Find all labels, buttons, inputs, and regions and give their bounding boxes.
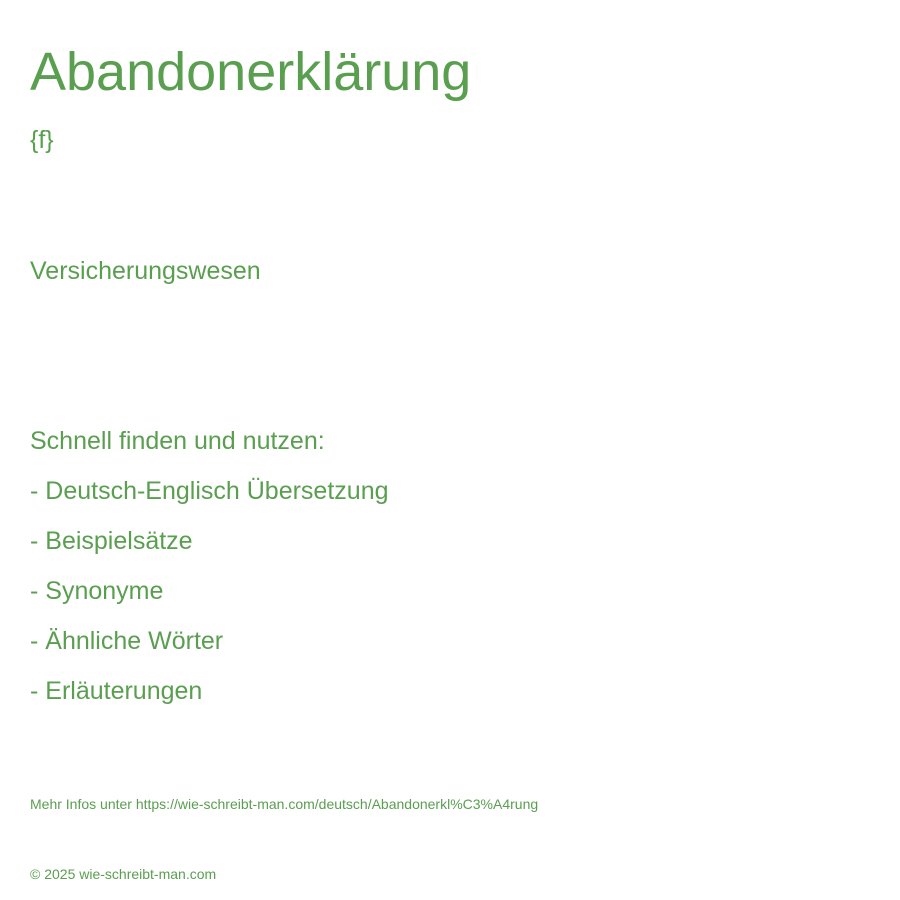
feature-item-example-sentences: - Beispielsätze: [30, 527, 193, 555]
feature-item-synonyms: - Synonyme: [30, 577, 164, 605]
feature-item-explanations: - Erläuterungen: [30, 677, 203, 705]
feature-item-translation: - Deutsch-Englisch Übersetzung: [30, 477, 389, 505]
copyright-text: © 2025 wie-schreibt-man.com: [30, 866, 217, 882]
gender-label: {f}: [30, 126, 54, 154]
feature-item-similar-words: - Ähnliche Wörter: [30, 627, 224, 655]
more-info-text: Mehr Infos unter https://wie-schreibt-man.com/deutsch/Abandonerkl%C3%A4rung: [30, 796, 539, 812]
category-label: Versicherungswesen: [30, 257, 261, 285]
feature-list: [30, 475, 389, 725]
features-heading: Schnell finden und nutzen:: [30, 427, 325, 455]
page-title: Abandonerklärung: [30, 42, 472, 102]
